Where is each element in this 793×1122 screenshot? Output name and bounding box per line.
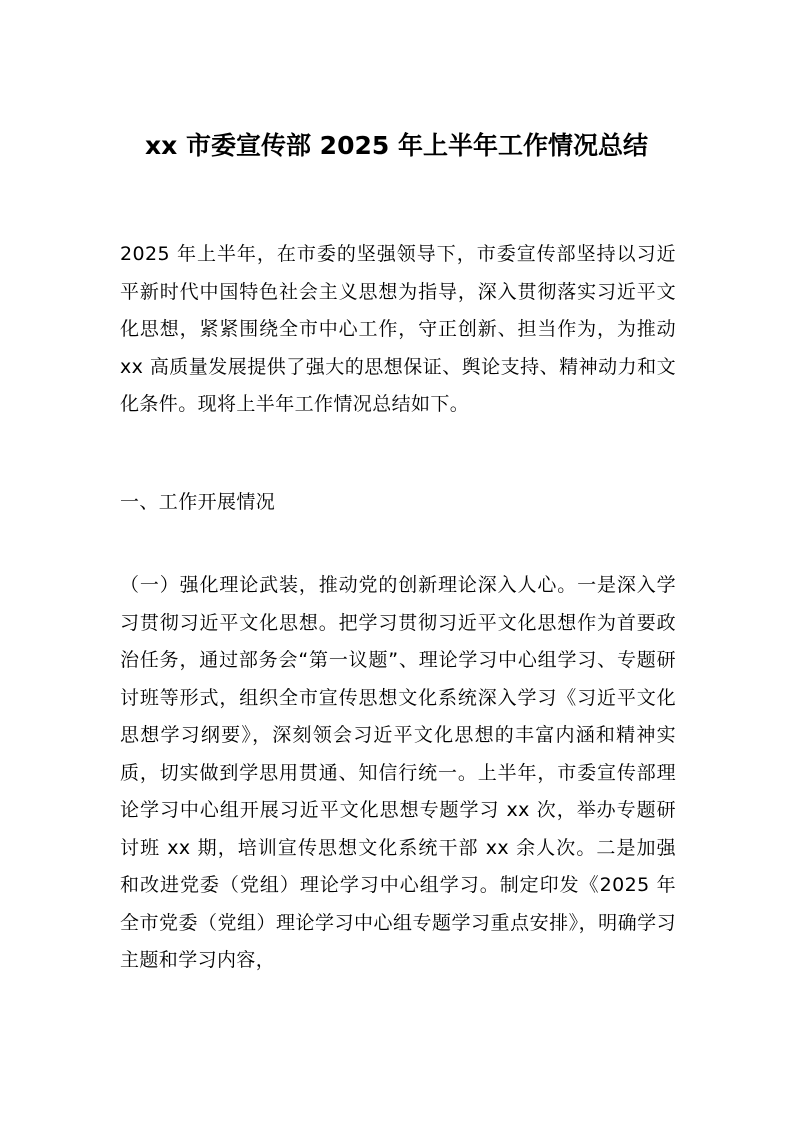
section-heading: 一、工作开展情况 — [120, 491, 276, 513]
intro-paragraph: 2025 年上半年，在市委的坚强领导下，市委宣传部坚持以习近平新时代中国特色社会主义思想为指导，深入贯彻落实习近平文化思想，紧紧围绕全市中心工作，守正创新、担当作为，为推动 xx 高质量发展提供了强大的思想保证、舆论支持、精神动力和文化条件。现将上半年工作情况总结如下。 — [120, 243, 676, 415]
section-1-paragraph: （一）强化理论武装，推动党的创新理论深入人心。一是深入学习贯彻习近平文化思想。把学习贯彻习近平文化思想作为首要政治任务，通过部务会“第一议题”、理论学习中心组学习、专题研讨班等形式，组织全市宣传思想文化系统深入学习《习近平文化思想学习纲要》，深刻领会习近平文化思想的丰富内涵和精神实质，切实做到学思用贯通、知信行统一。上半年，市委宣传部理论学习中心组开展习近平文化思想专题学习 xx 次，举办专题研讨班 xx 期，培训宣传思想文化系统干部 xx 余人次。二是加强和改进党委（党组）理论学习中心组学习。制定印发《2025 年全市党委（党组）理论学习中心组专题学习重点安排》，明确学习主题和学习内容， — [120, 574, 676, 971]
document-title: xx 市委宣传部 2025 年上半年工作情况总结 — [145, 131, 648, 160]
